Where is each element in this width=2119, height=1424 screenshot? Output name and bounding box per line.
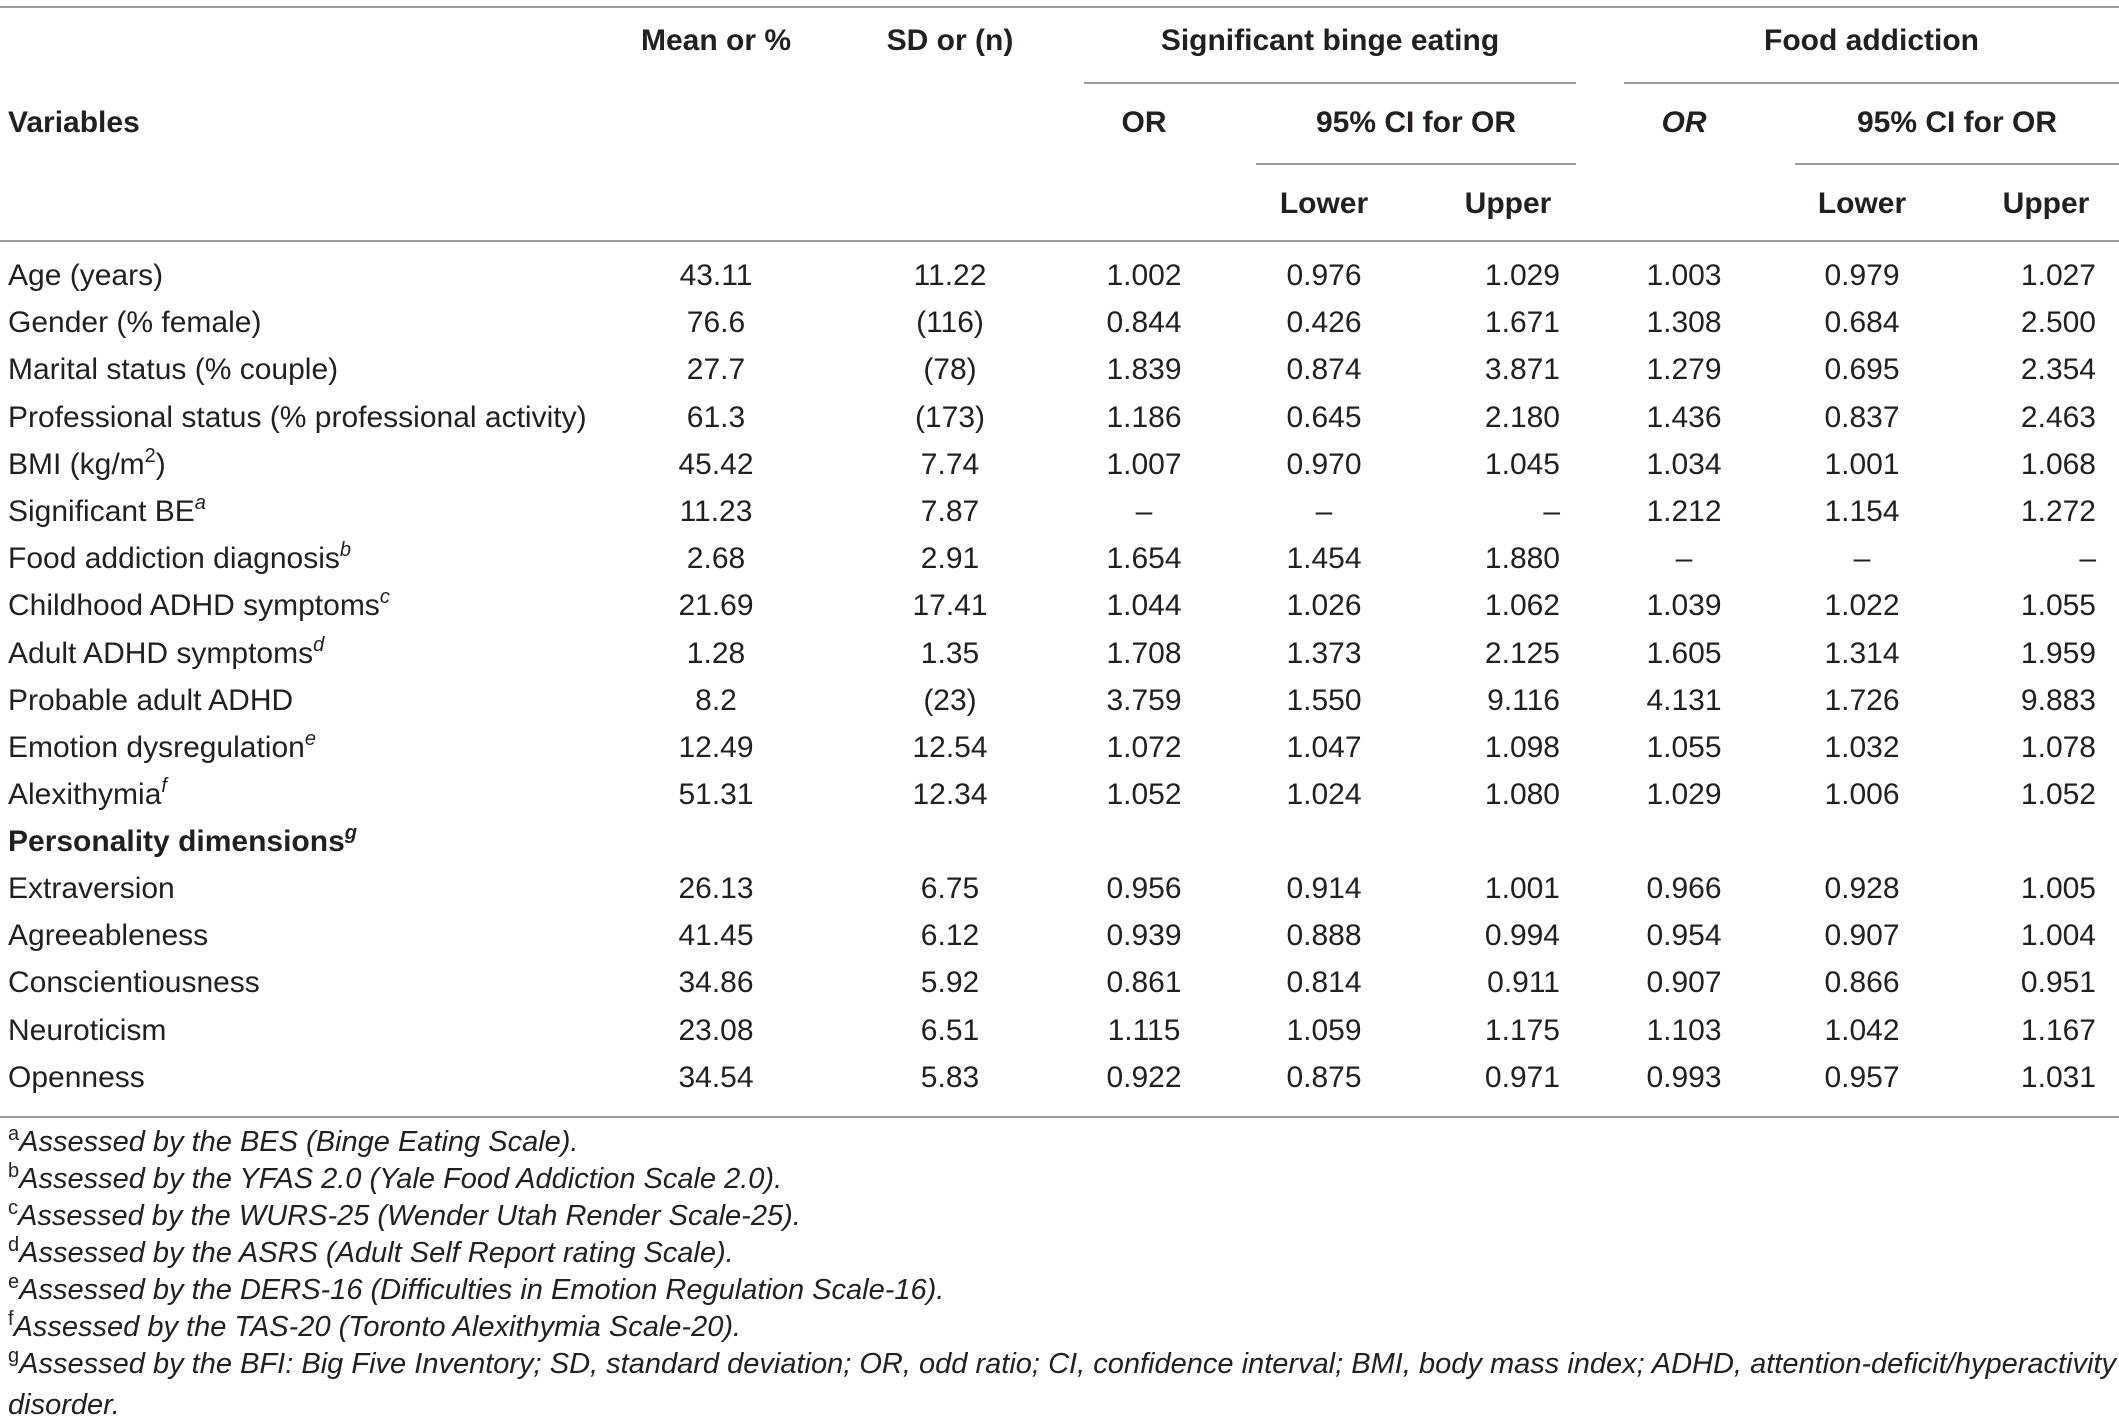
section-heading: [8, 822, 357, 865]
cell-be-up: 1.045: [1484, 448, 1560, 481]
cell-fa-lo: 0.979: [1824, 259, 1900, 292]
cell-mean: 26.13: [678, 872, 754, 905]
footnote-mark: g: [8, 1345, 20, 1367]
cell-mean: 45.42: [678, 448, 754, 481]
cell-be-up: 1.029: [1484, 259, 1560, 292]
cell-be-lo: 1.026: [1286, 589, 1362, 622]
cell-fa-lo: 0.957: [1824, 1061, 1900, 1094]
header-food-ci: 95% CI for OR: [1856, 106, 2058, 139]
cell-fa-up: 1.005: [2020, 872, 2096, 905]
cell-be-lo: 0.426: [1286, 306, 1362, 339]
footnote-marker: g: [344, 822, 357, 844]
cell-be-up: 1.880: [1484, 542, 1560, 575]
header-bottom-rule: [0, 240, 2119, 242]
cell-mean: 27.7: [686, 353, 746, 386]
cell-be-lo: 0.814: [1286, 966, 1362, 999]
header-binge-upper: Upper: [1464, 187, 1552, 220]
footnote: [8, 1308, 2108, 1349]
cell-be-or: 1.072: [1106, 731, 1182, 764]
cell-be-up: 2.125: [1484, 637, 1560, 670]
cell-mean: 76.6: [686, 306, 746, 339]
header-food-group: Food addiction: [1764, 24, 1979, 57]
footnote-mark: a: [8, 1123, 20, 1145]
binge-ci-rule: [1256, 163, 1576, 165]
footnote-mark: f: [8, 1308, 14, 1330]
header-sd: SD or (n): [886, 24, 1014, 57]
cell-fa-lo: 1.006: [1824, 778, 1900, 811]
row-label-text: Adult ADHD symptoms: [8, 637, 314, 670]
footnote: [8, 1160, 2108, 1201]
cell-sd: 1.35: [920, 637, 980, 670]
header-binge-ci: 95% CI for OR: [1315, 106, 1517, 139]
footnote-mark: b: [8, 1160, 20, 1182]
cell-fa-up: 2.500: [2020, 306, 2096, 339]
cell-fa-lo: 1.032: [1824, 731, 1900, 764]
row-label-text: Extraversion: [8, 872, 175, 905]
footnote-mark: c: [8, 1197, 18, 1219]
header-variables: Variables: [8, 106, 140, 139]
cell-be-or: 1.654: [1106, 542, 1182, 575]
top-rule: [0, 6, 2119, 8]
cell-fa-lo: 0.684: [1824, 306, 1900, 339]
cell-fa-up: 1.068: [2020, 448, 2096, 481]
cell-be-lo: 1.059: [1286, 1014, 1362, 1047]
row-label: [8, 586, 390, 629]
cell-fa-or: 1.029: [1646, 778, 1722, 811]
footnote: [8, 1123, 2108, 1164]
cell-be-or: 1.007: [1106, 448, 1182, 481]
footnote-marker: e: [304, 728, 316, 750]
cell-be-up: –: [1543, 495, 1560, 528]
cell-mean: 43.11: [679, 259, 753, 292]
cell-fa-up: 2.463: [2020, 401, 2096, 434]
row-label-text: Alexithymia: [8, 778, 162, 811]
cell-fa-or: 1.055: [1646, 731, 1722, 764]
header-food-upper: Upper: [2002, 187, 2090, 220]
cell-sd: 12.54: [912, 731, 988, 764]
cell-fa-lo: 1.314: [1824, 637, 1900, 670]
cell-be-or: 1.839: [1106, 353, 1182, 386]
cell-be-or: 3.759: [1106, 684, 1182, 717]
cell-fa-or: 1.279: [1646, 353, 1722, 386]
cell-be-up: 1.080: [1484, 778, 1560, 811]
cell-fa-up: 1.078: [2020, 731, 2096, 764]
footnote-marker: c: [379, 586, 390, 608]
unit-superscript: 2: [144, 445, 156, 467]
header-binge-lower: Lower: [1279, 187, 1369, 220]
row-label-text: Emotion dysregulation: [8, 731, 305, 764]
cell-fa-up: 1.167: [2020, 1014, 2096, 1047]
header-food-or: OR: [1661, 106, 1707, 139]
cell-fa-lo: 0.928: [1824, 872, 1900, 905]
row-label-text: Gender (% female): [8, 306, 262, 339]
cell-sd: (23): [923, 684, 977, 717]
cell-fa-lo: 0.695: [1824, 353, 1900, 386]
cell-be-or: 1.186: [1106, 401, 1182, 434]
cell-fa-lo: 0.907: [1824, 919, 1900, 952]
cell-be-or: 1.002: [1106, 259, 1182, 292]
cell-mean: 34.86: [678, 966, 754, 999]
cell-fa-or: 1.605: [1646, 637, 1722, 670]
cell-fa-up: 1.052: [2020, 778, 2096, 811]
cell-be-or: 1.708: [1106, 637, 1182, 670]
footnote-mark: e: [8, 1271, 20, 1293]
cell-fa-or: 1.212: [1646, 495, 1722, 528]
cell-be-lo: 1.454: [1286, 542, 1362, 575]
cell-fa-lo: 1.022: [1824, 589, 1900, 622]
cell-be-or: –: [1135, 495, 1153, 528]
footnote: [8, 1271, 2108, 1312]
footnote-mark: d: [8, 1234, 20, 1256]
cell-fa-up: –: [2079, 542, 2096, 575]
cell-be-lo: –: [1315, 495, 1333, 528]
cell-mean: 8.2: [695, 684, 737, 717]
cell-be-or: 0.939: [1106, 919, 1182, 952]
row-label: [8, 916, 208, 956]
cell-sd: 11.22: [913, 259, 987, 292]
header-binge-or: OR: [1121, 106, 1167, 139]
row-label: [8, 1011, 166, 1051]
row-label-text: Significant BE: [8, 495, 195, 528]
row-label: [8, 681, 293, 721]
row-label: [8, 303, 261, 343]
cell-be-or: 1.115: [1107, 1014, 1181, 1047]
food-group-rule: [1624, 82, 2119, 84]
cell-be-lo: 0.645: [1286, 401, 1362, 434]
cell-sd: 5.92: [920, 966, 980, 999]
footnote-marker: b: [339, 539, 352, 561]
row-label-text: Agreeableness: [8, 919, 209, 952]
cell-fa-lo: 1.726: [1824, 684, 1900, 717]
row-label-text: Age (years): [8, 259, 164, 292]
cell-be-lo: 1.047: [1286, 731, 1362, 764]
cell-mean: 21.69: [678, 589, 754, 622]
footnote-text: Assessed by the WURS-25 (Wender Utah Render Scale-25).: [18, 1200, 801, 1232]
cell-fa-or: –: [1675, 542, 1693, 575]
footnote: [8, 1234, 2108, 1275]
header-food-lower: Lower: [1817, 187, 1907, 220]
cell-be-up: 0.994: [1484, 919, 1560, 952]
cell-fa-lo: –: [1853, 542, 1871, 575]
cell-be-up: 1.671: [1484, 306, 1560, 339]
footnote: [8, 1197, 2108, 1238]
cell-sd: (173): [914, 401, 986, 434]
footnote-text: Assessed by the BFI: Big Five Inventory; SD, standard deviation; OR, odd ratio; CI, confidence interval; BMI, body mass index; ADHD, attention-deficit/hyperactivity disorder.: [8, 1348, 2116, 1421]
section-heading-text: Personality dimensions: [8, 825, 345, 858]
cell-be-up: 0.971: [1484, 1061, 1560, 1094]
food-ci-rule: [1795, 163, 2119, 165]
cell-fa-or: 1.103: [1646, 1014, 1722, 1047]
row-label: [8, 398, 587, 438]
cell-sd: 6.75: [920, 872, 980, 905]
row-label-text: Neuroticism: [8, 1014, 167, 1047]
cell-mean: 12.49: [678, 731, 754, 764]
cell-mean: 1.28: [686, 637, 746, 670]
cell-fa-or: 0.993: [1646, 1061, 1722, 1094]
cell-fa-or: 1.003: [1646, 259, 1722, 292]
row-label: [8, 634, 324, 677]
cell-be-lo: 0.875: [1286, 1061, 1362, 1094]
cell-fa-lo: 0.866: [1824, 966, 1900, 999]
cell-fa-up: 1.959: [2020, 637, 2096, 670]
cell-fa-lo: 1.042: [1824, 1014, 1900, 1047]
cell-sd: 12.34: [912, 778, 988, 811]
cell-sd: 7.87: [920, 495, 980, 528]
cell-fa-or: 1.034: [1646, 448, 1722, 481]
cell-fa-or: 1.039: [1646, 589, 1722, 622]
row-label: [8, 445, 166, 488]
footnote-text: Assessed by the DERS-16 (Difficulties in Emotion Regulation Scale-16).: [19, 1274, 945, 1306]
cell-sd: 2.91: [920, 542, 980, 575]
cell-be-or: 1.044: [1106, 589, 1182, 622]
cell-be-lo: 1.373: [1286, 637, 1362, 670]
row-label: [8, 350, 338, 390]
cell-be-up: 1.175: [1484, 1014, 1560, 1047]
cell-sd: (116): [916, 306, 984, 339]
footnote: [8, 1345, 2116, 1424]
row-label-text: Probable adult ADHD: [8, 684, 294, 717]
cell-fa-up: 1.272: [2020, 495, 2096, 528]
cell-mean: 34.54: [678, 1061, 754, 1094]
cell-fa-or: 1.436: [1646, 401, 1722, 434]
cell-fa-lo: 0.837: [1824, 401, 1900, 434]
cell-be-lo: 0.888: [1286, 919, 1362, 952]
row-label-text: Childhood ADHD symptoms: [8, 589, 380, 622]
row-label: [8, 775, 167, 818]
row-label: [8, 728, 316, 771]
row-label-end: ): [155, 448, 166, 481]
row-label-text: Conscientiousness: [8, 966, 260, 999]
cell-fa-lo: 1.001: [1824, 448, 1900, 481]
cell-sd: 6.51: [920, 1014, 980, 1047]
cell-be-up: 1.062: [1484, 589, 1560, 622]
cell-be-or: 0.844: [1106, 306, 1182, 339]
row-label-text: Marital status (% couple): [8, 353, 339, 386]
cell-be-or: 0.956: [1106, 872, 1182, 905]
row-label-text: Openness: [8, 1061, 145, 1094]
footnote-text: Assessed by the YFAS 2.0 (Yale Food Addiction Scale 2.0).: [19, 1163, 783, 1195]
cell-be-up: 2.180: [1484, 401, 1560, 434]
cell-fa-or: 4.131: [1646, 684, 1722, 717]
cell-be-lo: 0.970: [1286, 448, 1362, 481]
cell-be-or: 0.861: [1106, 966, 1182, 999]
cell-fa-up: 1.027: [2020, 259, 2096, 292]
header-mean: Mean or %: [640, 24, 792, 57]
row-label: [8, 869, 175, 909]
cell-sd: 17.41: [912, 589, 988, 622]
cell-mean: 2.68: [686, 542, 746, 575]
header-binge-group: Significant binge eating: [1160, 24, 1500, 57]
cell-be-or: 1.052: [1106, 778, 1182, 811]
footnote-text: Assessed by the TAS-20 (Toronto Alexithymia Scale-20).: [13, 1311, 742, 1343]
cell-fa-or: 0.907: [1646, 966, 1722, 999]
cell-sd: 6.12: [920, 919, 980, 952]
cell-be-up: 0.911: [1487, 966, 1560, 999]
cell-be-up: 1.001: [1484, 872, 1560, 905]
row-label: [8, 963, 260, 1003]
cell-sd: (78): [923, 353, 977, 386]
footnote-marker: d: [313, 634, 325, 656]
cell-fa-or: 0.954: [1646, 919, 1722, 952]
row-label-text: BMI (kg/m: [8, 448, 145, 481]
cell-fa-or: 1.308: [1646, 306, 1722, 339]
cell-fa-up: 9.883: [2020, 684, 2096, 717]
cell-be-up: 1.098: [1484, 731, 1560, 764]
cell-be-up: 3.871: [1484, 353, 1560, 386]
row-label: [8, 492, 206, 535]
cell-fa-lo: 1.154: [1824, 495, 1900, 528]
row-label: [8, 539, 351, 582]
cell-be-lo: 0.874: [1286, 353, 1362, 386]
cell-fa-up: 2.354: [2020, 353, 2096, 386]
cell-be-lo: 0.976: [1286, 259, 1362, 292]
row-label-text: Food addiction diagnosis: [8, 542, 340, 575]
cell-fa-up: 1.031: [2020, 1061, 2096, 1094]
cell-be-lo: 1.024: [1286, 778, 1362, 811]
cell-fa-up: 1.055: [2020, 589, 2096, 622]
body-bottom-rule: [0, 1116, 2119, 1118]
row-label-text: Professional status (% professional activity): [8, 401, 587, 434]
cell-fa-up: 0.951: [2020, 966, 2096, 999]
cell-mean: 51.31: [678, 778, 754, 811]
cell-sd: 5.83: [920, 1061, 980, 1094]
cell-be-lo: 0.914: [1286, 872, 1362, 905]
cell-fa-or: 0.966: [1646, 872, 1722, 905]
cell-sd: 7.74: [920, 448, 980, 481]
footnote-marker: a: [194, 492, 206, 514]
cell-be-up: 9.116: [1487, 684, 1560, 717]
footnote-marker: f: [161, 775, 167, 797]
cell-be-or: 0.922: [1106, 1061, 1182, 1094]
footnote-text: Assessed by the ASRS (Adult Self Report rating Scale).: [19, 1237, 734, 1269]
cell-mean: 61.3: [686, 401, 746, 434]
cell-fa-up: 1.004: [2020, 919, 2096, 952]
row-label: [8, 1058, 145, 1098]
cell-be-lo: 1.550: [1286, 684, 1362, 717]
binge-group-rule: [1084, 82, 1576, 84]
footnote-text: Assessed by the BES (Binge Eating Scale).: [19, 1126, 579, 1158]
cell-mean: 11.23: [679, 495, 753, 528]
cell-mean: 41.45: [678, 919, 754, 952]
row-label: [8, 256, 163, 296]
cell-mean: 23.08: [678, 1014, 754, 1047]
